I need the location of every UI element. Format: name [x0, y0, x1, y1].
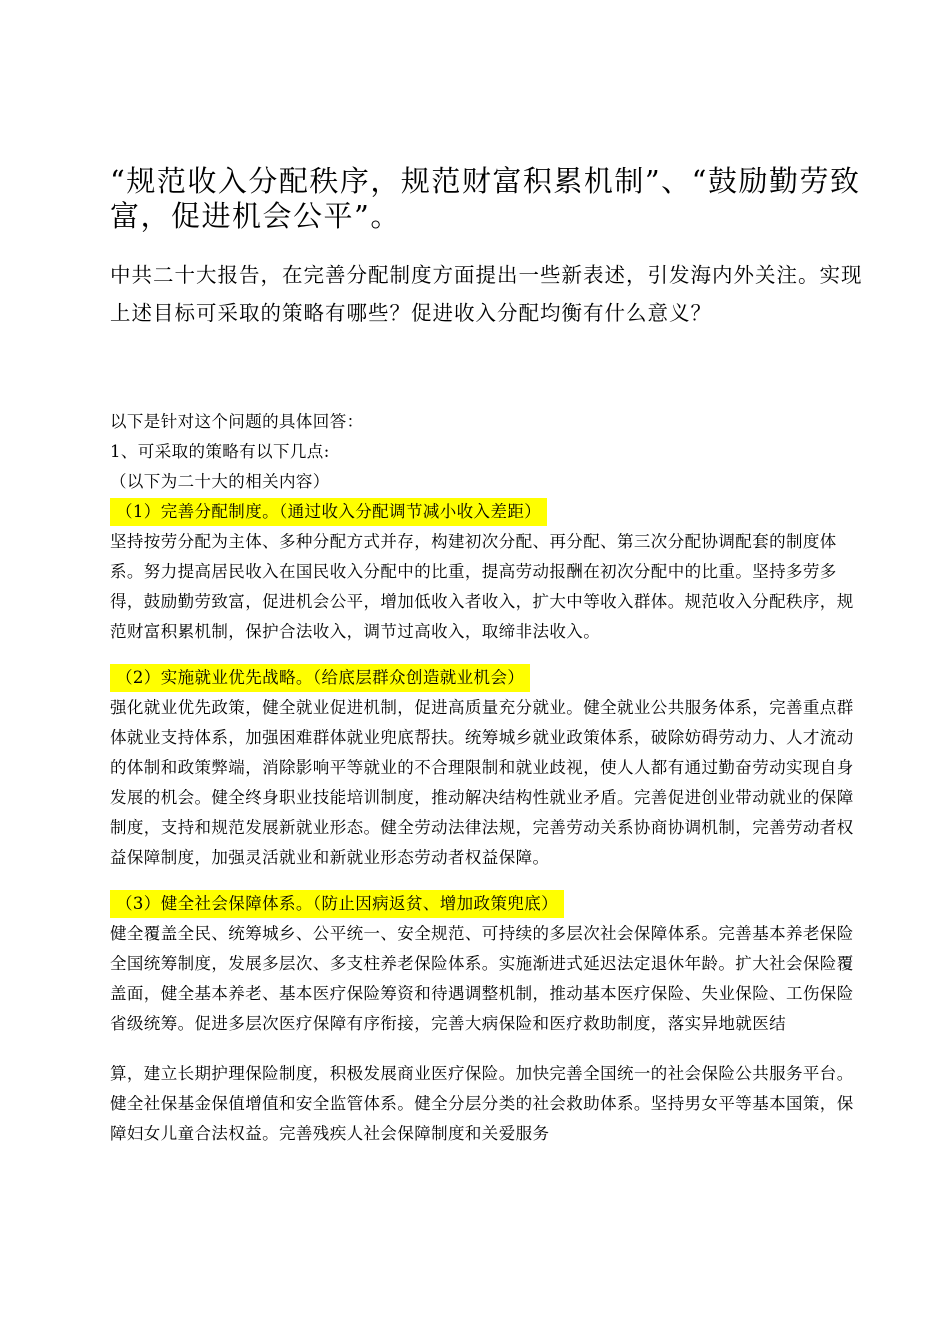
intro-text: 以下是针对这个问题的具体回答：	[110, 412, 364, 431]
question-text: 中共二十大报告，在完善分配制度方面提出一些新表述，引发海内外关注。实现上述目标可采取的策略有哪些？促进收入分配均衡有什么意义？	[110, 263, 863, 325]
section-1	[110, 497, 870, 527]
section-heading-highlight: （2）实施就业优先战略。（给底层群众创造就业机会）	[110, 664, 530, 692]
section-body: 强化就业优先政策，健全就业促进机制，促进高质量充分就业。健全就业公共服务体系，完善重点群体就业支持体系，加强困难群体就业兜底帮扶。统筹城乡就业政策体系，破除妨碍劳动力、人才流动的体制和政策弊端，消除影响平等就业的不合理限制和就业歧视，使人人都有通过勤奋劳动实现自身发展的机会。健全终身职业技能培训制度，推动解决结构性就业矛盾。完善促进创业带动就业的保障制度，支持和规范发展新就业形态。健全劳动法律法规，完善劳动关系协商协调机制，完善劳动者权益保障制度，加强灵活就业和新就业形态劳动者权益保障。	[110, 698, 854, 867]
answer-body	[110, 407, 870, 1149]
section-3	[110, 889, 870, 919]
section-heading-highlight: （1）完善分配制度。（通过收入分配调节减小收入差距）	[110, 498, 547, 526]
section-heading-highlight: （3）健全社会保障体系。（防止因病返贫、增加政策兜底）	[110, 890, 564, 918]
section-body: 健全覆盖全民、统筹城乡、公平统一、安全规范、可持续的多层次社会保障体系。完善基本养老保险全国统筹制度，发展多层次、多支柱养老保险体系。实施渐进式延迟法定退休年龄。扩大社会保险覆盖面，健全基本养老、基本医疗保险筹资和待遇调整机制，推动基本医疗保险、失业保险、工伤保险省级统筹。促进多层次医疗保障有序衔接，完善大病保险和医疗救助制度，落实异地就医结	[110, 924, 854, 1033]
page-title: “规范收入分配秩序，规范财富积累机制”、“鼓励勤劳致富，促进机会公平”。	[110, 164, 861, 233]
note-text: （以下为二十大的相关内容）	[110, 472, 330, 491]
section-body: 坚持按劳分配为主体、多种分配方式并存，构建初次分配、再分配、第三次分配协调配套的制度体系。努力提高居民收入在国民收入分配中的比重，提高劳动报酬在初次分配中的比重。坚持多劳多得，鼓励勤劳致富，促进机会公平，增加低收入者收入，扩大中等收入群体。规范收入分配秩序，规范财富积累机制，保护合法收入，调节过高收入，取缔非法收入。	[110, 532, 854, 641]
section-body-continuation: 算，建立长期护理保险制度，积极发展商业医疗保险。加快完善全国统一的社会保险公共服务平台。健全社保基金保值增值和安全监管体系。健全分层分类的社会救助体系。坚持男女平等基本国策，保障妇女儿童合法权益。完善残疾人社会保障制度和关爱服务	[110, 1064, 854, 1143]
section-2	[110, 663, 870, 693]
point-heading: 1、可采取的策略有以下几点:	[110, 442, 330, 461]
